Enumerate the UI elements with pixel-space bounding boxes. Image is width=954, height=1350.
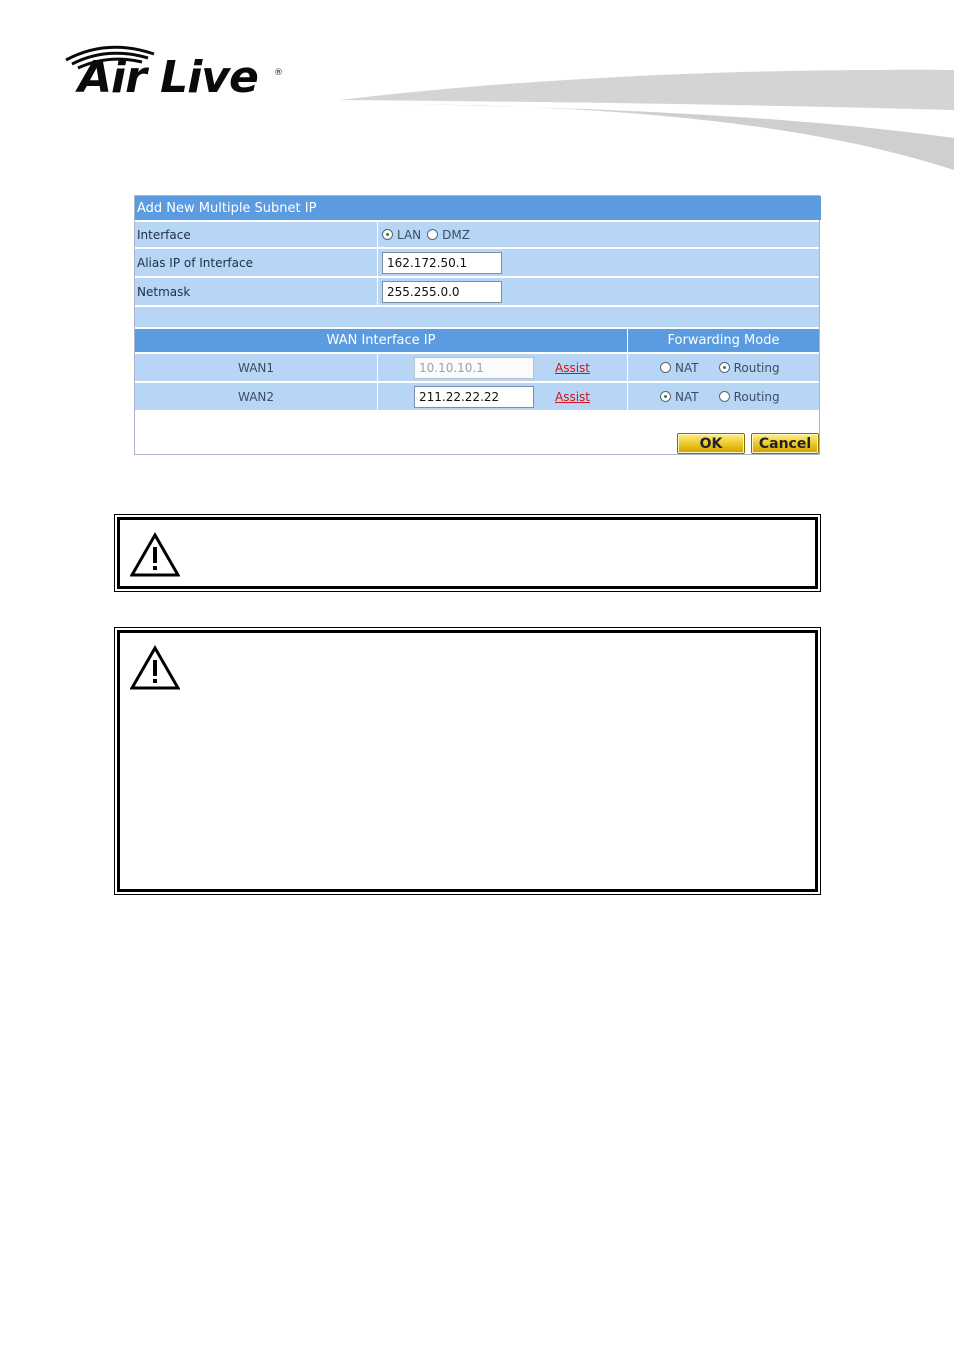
wan1-routing-radio[interactable] (719, 361, 780, 375)
warning-box-2 (114, 627, 821, 895)
wan-interface-ip-header: WAN Interface IP (135, 329, 628, 352)
wan1-ip-cell (378, 354, 628, 381)
spacer-row (135, 307, 819, 327)
wan1-mode-cell (628, 354, 819, 381)
alias-ip-input[interactable] (382, 252, 502, 274)
ok-button[interactable]: OK (677, 433, 745, 454)
logo-text: Air Live (78, 52, 258, 103)
interface-lan-radio[interactable] (382, 228, 421, 242)
forwarding-mode-header: Forwarding Mode (667, 333, 780, 348)
radio-selected-icon (660, 391, 671, 402)
wan1-nat-label: NAT (675, 360, 699, 375)
netmask-label: Netmask (135, 278, 378, 305)
wan1-routing-label: Routing (733, 360, 780, 375)
wan2-mode-cell (628, 383, 819, 410)
wan-header-row (135, 329, 819, 352)
wan2-routing-radio[interactable] (719, 390, 780, 404)
radio-unselected-icon (660, 362, 671, 373)
panel-buttons (671, 433, 819, 454)
wan2-name: WAN2 (135, 383, 378, 410)
netmask-row (135, 278, 819, 305)
panel-title: Add New Multiple Subnet IP (135, 196, 821, 220)
warning-box-2-frame (117, 630, 818, 892)
wan2-nat-label: NAT (675, 389, 699, 404)
header-swoosh-graphic (340, 62, 954, 177)
registered-mark: ® (274, 68, 283, 78)
warning-triangle-icon (130, 532, 180, 578)
netmask-cell (378, 278, 819, 305)
airlive-logo (62, 42, 292, 106)
alias-ip-cell (378, 249, 819, 276)
warning-triangle-icon (130, 645, 180, 691)
wan2-routing-label: Routing (733, 389, 780, 404)
wan1-ip-input (414, 357, 534, 379)
wan2-ip-input[interactable] (414, 386, 534, 408)
wan2-nat-radio[interactable] (660, 390, 699, 404)
subnet-config-panel (134, 195, 820, 455)
cancel-button[interactable]: Cancel (751, 433, 819, 454)
interface-row (135, 222, 819, 247)
netmask-input[interactable] (382, 281, 502, 303)
wan1-nat-radio[interactable] (660, 361, 699, 375)
wan2-ip-cell (378, 383, 628, 410)
wan1-name: WAN1 (135, 354, 378, 381)
wan1-row (135, 354, 819, 381)
interface-options (378, 222, 819, 247)
interface-lan-label: LAN (397, 227, 422, 242)
radio-unselected-icon (719, 391, 730, 402)
radio-unselected-icon (427, 229, 438, 240)
alias-ip-row (135, 249, 819, 276)
wan2-row (135, 383, 819, 410)
alias-ip-label: Alias IP of Interface (135, 249, 378, 276)
interface-dmz-radio[interactable] (427, 228, 470, 242)
wan2-assist-link[interactable]: Assist (555, 389, 591, 404)
warning-box-1-frame (117, 517, 818, 589)
radio-selected-icon (719, 362, 730, 373)
wan1-assist-link[interactable]: Assist (555, 360, 591, 375)
interface-dmz-label: DMZ (442, 227, 470, 242)
warning-box-1 (114, 514, 821, 592)
interface-label: Interface (135, 222, 378, 247)
radio-selected-icon (382, 229, 393, 240)
